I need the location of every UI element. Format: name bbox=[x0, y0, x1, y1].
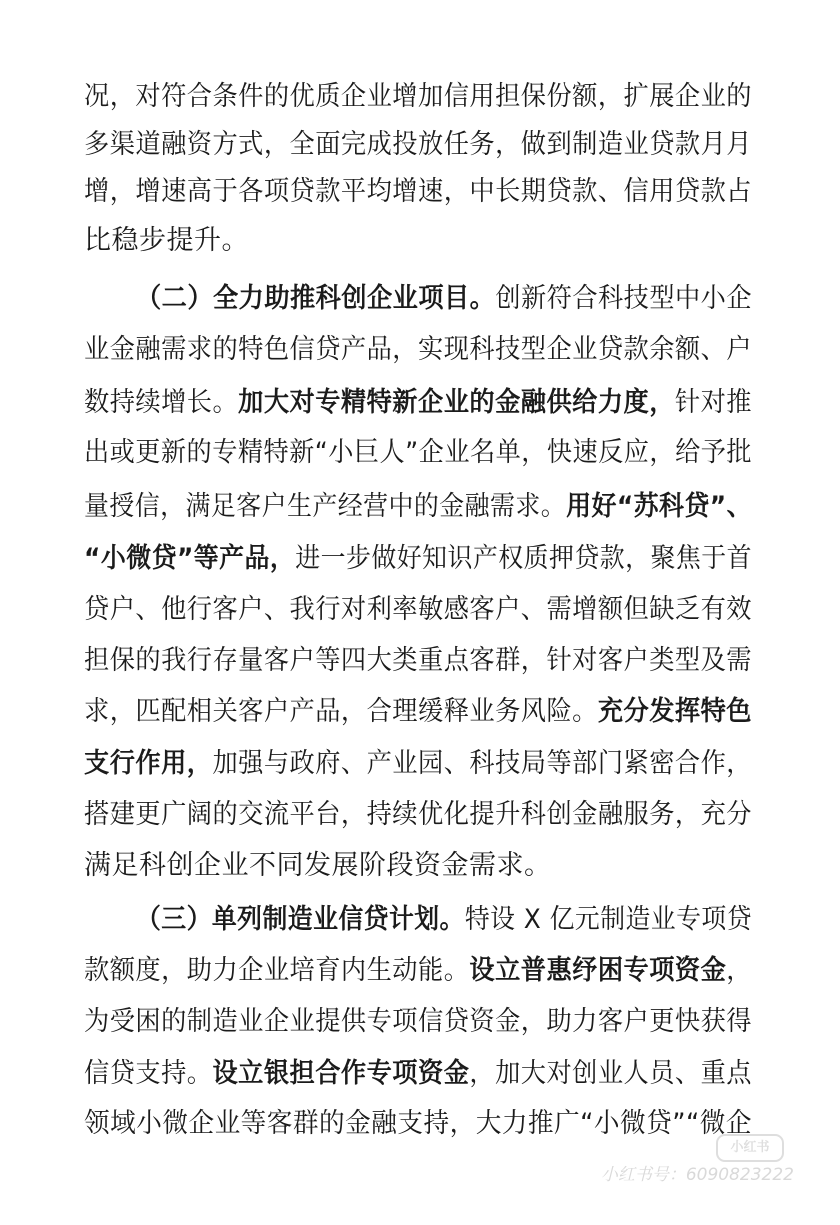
bold-text: （二）全力助推科创企业项目。 bbox=[136, 283, 496, 314]
bold-text: “小微贷”等产品， bbox=[84, 543, 296, 574]
text-line bbox=[0, 120, 840, 170]
text-line bbox=[0, 585, 840, 635]
text-line bbox=[0, 1099, 840, 1149]
line-content bbox=[136, 274, 752, 324]
line-content bbox=[84, 790, 752, 840]
body-text: 多渠道融资方式，全面完成投放任务，做到制造业贷款月月 bbox=[84, 129, 752, 160]
text-line bbox=[0, 216, 840, 266]
line-content bbox=[84, 1049, 752, 1099]
line-content bbox=[84, 325, 752, 375]
watermark-text: 小红书号：6090823222 bbox=[600, 1165, 794, 1185]
text-line bbox=[0, 997, 840, 1047]
line-content bbox=[84, 687, 752, 737]
text-line bbox=[0, 687, 840, 737]
body-text: 为受困的制造业企业提供专项信贷资金，助力客户更快获得 bbox=[84, 1006, 752, 1037]
text-line bbox=[0, 167, 840, 217]
text-line bbox=[0, 841, 840, 891]
line-content bbox=[84, 534, 752, 584]
line-content bbox=[84, 482, 752, 532]
body-text: 担保的我行存量客户等四大类重点客群，针对客户类型及需 bbox=[84, 645, 752, 676]
line-content bbox=[84, 167, 752, 217]
line-content bbox=[136, 895, 752, 945]
line-content bbox=[84, 428, 752, 478]
body-text: 搭建更广阔的交流平台，持续优化提升科创金融服务，充分 bbox=[84, 799, 752, 830]
body-text: 加强与政府、产业园、科技局等部门紧密合作， bbox=[212, 748, 752, 779]
text-line bbox=[0, 378, 840, 428]
text-line bbox=[0, 895, 840, 945]
body-text: ，加大对创业人员、重点 bbox=[469, 1058, 752, 1089]
body-text: 出或更新的专精特新“小巨人”企业名单，快速反应，给予批 bbox=[84, 437, 752, 468]
body-text: 创新符合科技型中小企 bbox=[495, 283, 752, 314]
text-line bbox=[0, 482, 840, 532]
body-text: 进一步做好知识产权质押贷款，聚焦于首 bbox=[295, 543, 752, 574]
bold-text: 设立普惠纾困专项资金 bbox=[469, 955, 727, 986]
text-line bbox=[0, 428, 840, 478]
text-line bbox=[0, 946, 840, 996]
text-line bbox=[0, 325, 840, 375]
body-text: ， bbox=[726, 955, 752, 986]
line-content bbox=[84, 1099, 752, 1149]
bold-text: 支行作用， bbox=[84, 748, 213, 779]
body-text: 求，匹配相关客户产品，合理缓释业务风险。 bbox=[84, 696, 598, 727]
text-line bbox=[0, 790, 840, 840]
body-text: 领域小微企业等客群的金融支持，大力推广“小微贷”“微企 bbox=[84, 1108, 752, 1139]
body-text: 况，对符合条件的优质企业增加信用担保份额，扩展企业的 bbox=[84, 81, 752, 112]
body-text: 比稳步提升。 bbox=[84, 225, 249, 256]
line-content bbox=[84, 72, 752, 122]
watermark-logo: 小红书 bbox=[716, 1134, 784, 1162]
line-content bbox=[84, 585, 752, 635]
line-content bbox=[84, 946, 752, 996]
bold-text: （三）单列制造业信贷计划。 bbox=[136, 904, 465, 935]
text-line bbox=[0, 72, 840, 122]
text-line bbox=[0, 534, 840, 584]
text-line bbox=[0, 1049, 840, 1099]
body-text: 满足科创企业不同发展阶段资金需求。 bbox=[84, 850, 552, 881]
body-text: 信贷支持。 bbox=[84, 1058, 213, 1089]
bold-text: 设立银担合作专项资金 bbox=[212, 1058, 470, 1089]
line-content bbox=[84, 841, 552, 891]
line-content bbox=[84, 216, 249, 266]
text-line bbox=[0, 274, 840, 324]
body-text: 业金融需求的特色信贷产品，实现科技型企业贷款余额、户 bbox=[84, 334, 752, 365]
line-content bbox=[84, 997, 752, 1047]
text-line bbox=[0, 636, 840, 686]
line-content bbox=[84, 636, 752, 686]
line-content bbox=[84, 378, 752, 428]
bold-text: 加大对专精特新企业的金融供给力度， bbox=[238, 387, 675, 418]
body-text: 款额度，助力企业培育内生动能。 bbox=[84, 955, 470, 986]
body-text: 增，增速高于各项贷款平均增速，中长期贷款、信用贷款占 bbox=[84, 176, 752, 207]
bold-text: 用好“苏科贷”、 bbox=[566, 491, 752, 522]
bold-text: 充分发挥特色 bbox=[597, 696, 752, 727]
line-content bbox=[84, 120, 752, 170]
body-text: 特设 X 亿元制造业专项贷 bbox=[464, 904, 752, 935]
body-text: 针对推 bbox=[674, 387, 752, 418]
body-text: 数持续增长。 bbox=[84, 387, 239, 418]
text-line bbox=[0, 739, 840, 789]
body-text: 量授信，满足客户生产经营中的金融需求。 bbox=[84, 491, 567, 522]
line-content bbox=[84, 739, 752, 789]
body-text: 贷户、他行客户、我行对利率敏感客户、需增额但缺乏有效 bbox=[84, 594, 752, 625]
